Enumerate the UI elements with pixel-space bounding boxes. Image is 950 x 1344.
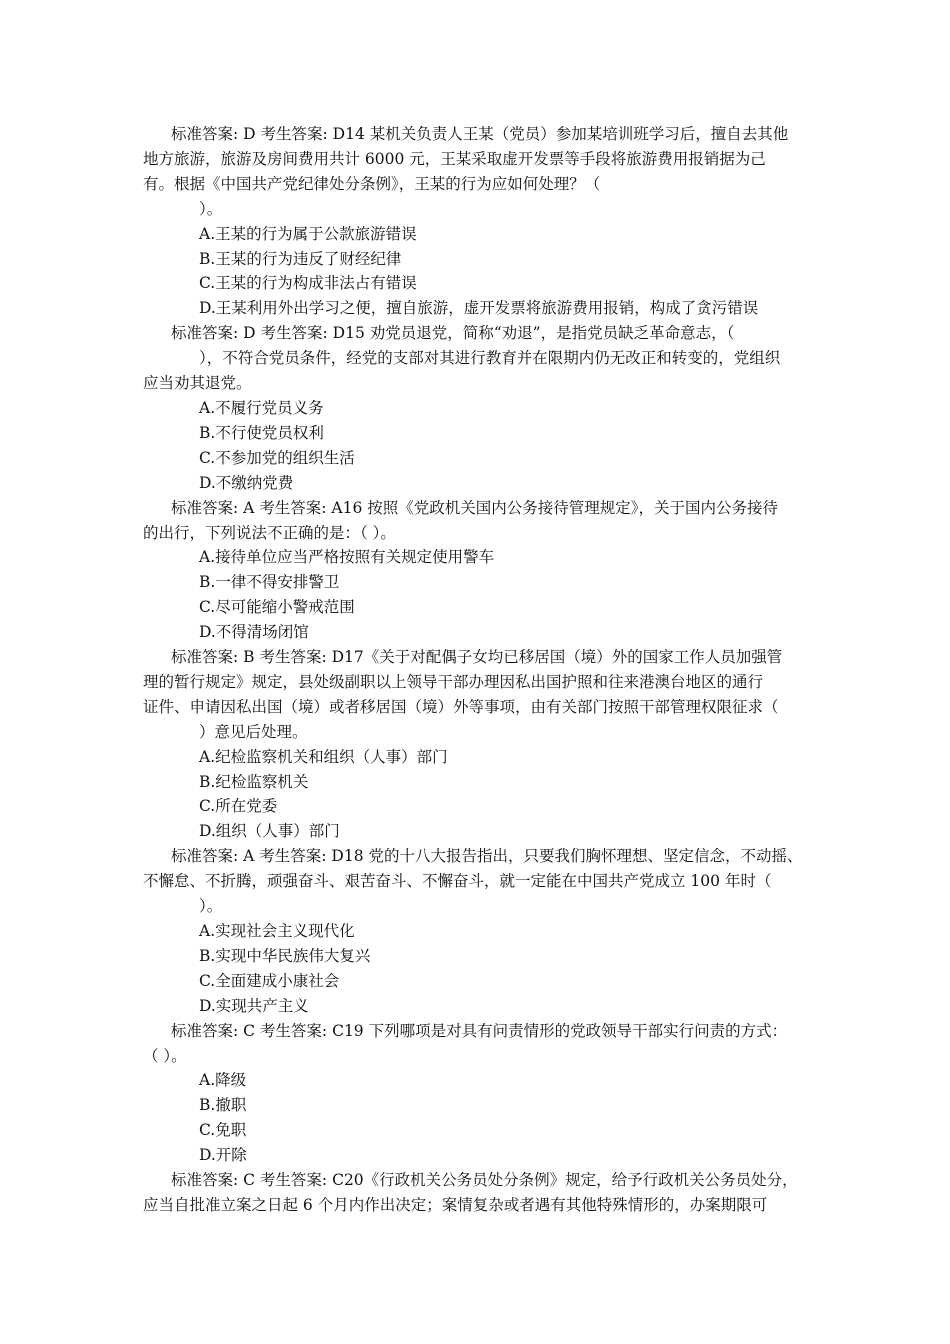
question-text-line: ）意见后处理。 xyxy=(199,722,308,741)
question-text-line: 标准答案: C 考生答案: C19 下列哪项是对具有问责情形的党政领导干部实行问责的方式： xyxy=(171,1021,788,1040)
question-16 xyxy=(143,496,813,546)
question-15 xyxy=(143,321,813,396)
question-text-line: 应当自批准立案之日起 6 个月内作出决定；案情复杂或者遇有其他特殊情形的，办案期限可 xyxy=(143,1195,768,1214)
option-d: D.不得清场闭馆 xyxy=(199,623,309,642)
question-14 xyxy=(143,122,813,222)
question-text-line: 有。根据《中国共产党纪律处分条例》，王某的行为应如何处理？（ xyxy=(143,174,601,193)
question-text-line: 标准答案: D 考生答案: D15 劝党员退党，简称“劝退”，是指党员缺乏革命意志，（ xyxy=(171,324,735,343)
question-text-line: ）。 xyxy=(199,897,223,916)
question-text-line: （ ）。 xyxy=(143,1046,187,1065)
question-text-line: 证件、申请因私出国（境）或者移居国（境）外等事项，由有关部门按照干部管理权限征求（ xyxy=(143,697,779,716)
question-18 xyxy=(143,844,813,919)
option-d: D.实现共产主义 xyxy=(199,996,309,1015)
question-17 xyxy=(143,645,813,745)
question-text-line: 标准答案: A 考生答案: D18 党的十八大报告指出，只要我们胸怀理想、坚定信念，不动摇、 xyxy=(171,847,803,866)
option-c: C.全面建成小康社会 xyxy=(199,971,340,990)
option-c: C.王某的行为构成非法占有错误 xyxy=(199,274,417,293)
option-a: A.接待单位应当严格按照有关规定使用警车 xyxy=(199,548,495,567)
question-20 xyxy=(143,1168,813,1218)
option-b: B.不行使党员权利 xyxy=(199,423,324,442)
option-b: B.王某的行为违反了财经纪律 xyxy=(199,249,402,268)
option-b: B.实现中华民族伟大复兴 xyxy=(199,946,371,965)
option-c: C.不参加党的组织生活 xyxy=(199,448,355,467)
question-text-line: 不懈怠、不折腾，顽强奋斗、艰苦奋斗、不懈奋斗，就一定能在中国共产党成立 100 年时（ xyxy=(143,872,772,891)
option-a: A.王某的行为属于公款旅游错误 xyxy=(199,224,417,243)
document-page xyxy=(143,122,813,1218)
option-a: A.不履行党员义务 xyxy=(199,398,324,417)
question-text-line: ）。 xyxy=(199,199,223,218)
option-b: B.纪检监察机关 xyxy=(199,772,309,791)
question-text-line: 标准答案: D 考生答案: D14 某机关负责人王某（党员）参加某培训班学习后，擅自去其他 xyxy=(171,125,789,143)
option-c: C.尽可能缩小警戒范围 xyxy=(199,598,355,617)
question-text-line: 标准答案: A 考生答案: A16 按照《党政机关国内公务接待管理规定》，关于国内公务接待 xyxy=(171,498,779,517)
question-text-line: 地方旅游，旅游及房间费用共计 6000 元，王某采取虚开发票等手段将旅游费用报销据为己 xyxy=(143,149,766,168)
option-d: D.组织（人事）部门 xyxy=(199,822,340,841)
question-text-line: 的出行，下列说法不正确的是：（ ）。 xyxy=(143,523,396,542)
option-d: D.王某利用外出学习之便，擅自旅游，虚开发票将旅游费用报销，构成了贪污错误 xyxy=(199,299,759,318)
question-19 xyxy=(143,1019,813,1069)
option-d: D.不缴纳党费 xyxy=(199,473,294,492)
question-text-line: 标准答案: C 考生答案: C20《行政机关公务员处分条例》规定，给予行政机关公务员处分， xyxy=(171,1171,798,1190)
option-a: A.实现社会主义现代化 xyxy=(199,922,355,940)
option-a: A.纪检监察机关和组织（人事）部门 xyxy=(199,747,448,766)
option-c: C.免职 xyxy=(199,1121,247,1140)
question-text-line: 应当劝其退党。 xyxy=(143,374,252,393)
question-text-line: 标准答案: B 考生答案: D17《关于对配偶子女均已移居国（境）外的国家工作人员加强管 xyxy=(171,648,783,667)
option-b: B.撤职 xyxy=(199,1096,247,1115)
question-text-line: 理的暂行规定》规定，县处级副职以上领导干部办理因私出国护照和往来港澳台地区的通行 xyxy=(143,672,764,691)
option-d: D.开除 xyxy=(199,1146,247,1165)
option-c: C.所在党委 xyxy=(199,797,278,816)
question-text-line: ），不符合党员条件，经党的支部对其进行教育并在限期内仍无改正和转变的，党组织 xyxy=(199,349,781,368)
option-b: B.一律不得安排警卫 xyxy=(199,573,340,592)
option-a: A.降级 xyxy=(199,1071,247,1090)
